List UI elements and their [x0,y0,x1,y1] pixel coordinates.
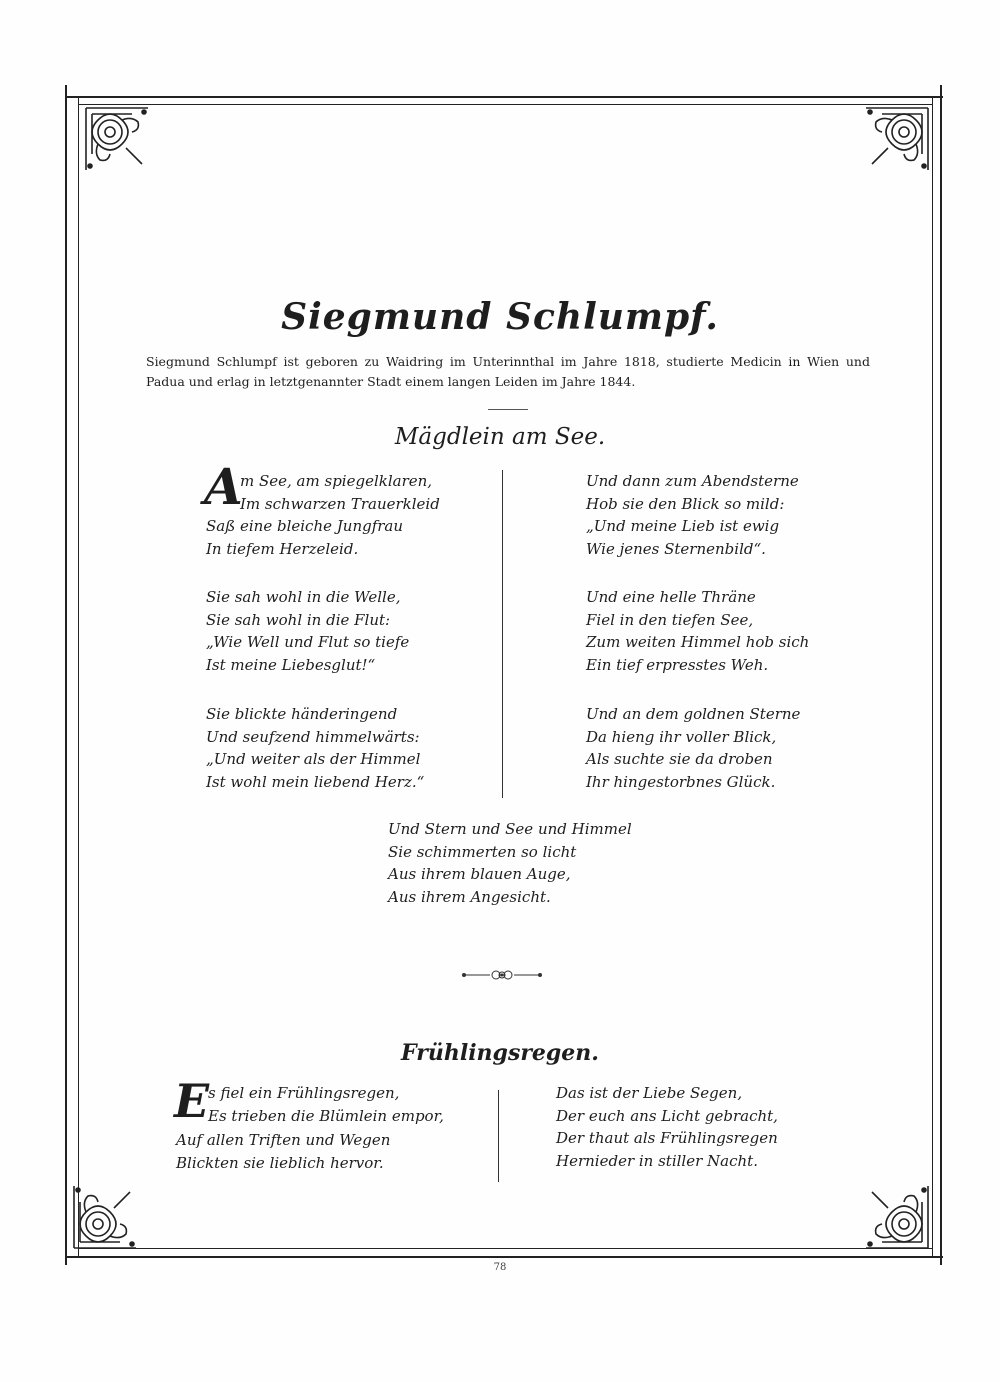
verse-line: Zum weiten Himmel hob sich [586,633,810,651]
verse-line: Sie sah wohl in die Welle, [206,588,401,606]
verse-line: Das ist der Liebe Segen, [556,1084,743,1102]
frame-line [78,96,79,1258]
column-divider [498,1090,499,1182]
stanza [206,515,403,560]
stanza [556,1082,778,1172]
ornament-divider-icon [462,968,542,982]
verse-line: Auf allen Triften und Wegen [176,1131,391,1149]
verse-line: In tiefem Herzeleid. [206,539,359,558]
verse-line: Aus ihrem blauen Auge, [388,865,571,883]
author-bio: Siegmund Schlumpf ist geboren zu Waidring im Unterinnthal im Jahre 1818, studierte Medicin in Wien und Padua und erlag in letztgenannter Stadt einem langen Leiden im Jahre 1844. [146,354,870,389]
verse-line: Es trieben die Blümlein empor, [208,1106,444,1125]
verse-line: Ist meine Liebesglut!“ [206,655,376,674]
verse-line: Blickten sie lieblich hervor. [176,1153,384,1172]
stanza [240,470,440,515]
frame-line [78,104,932,105]
frame-line [65,96,943,98]
verse-line: Sie sah wohl in die Flut: [206,610,391,629]
frame-line [78,1248,932,1249]
corner-ornament-icon [862,104,932,174]
verse-line: „Und meine Lieb ist ewig [586,517,780,535]
stanza [208,1082,444,1127]
verse-line: Wie jenes Sternenbild“. [586,539,766,558]
verse-line: Hob sie den Blick so mild: [586,494,785,513]
stanza [586,703,800,793]
verse-line: Und dann zum Abendsterne [586,472,799,490]
verse-line: Ist wohl mein liebend Herz.“ [206,772,425,791]
poem-title: Mägdlein am See. [394,424,606,450]
corner-ornament-icon [82,104,152,174]
verse-line: Der thaut als Frühlingsregen [556,1129,778,1147]
corner-ornament-icon [70,1182,140,1252]
page-title: Siegmund Schlumpf. [281,296,719,338]
stanza [206,586,409,676]
verse-line: Im schwarzen Trauerkleid [240,494,440,513]
verse-line: s fiel ein Frühlingsregen, [208,1084,400,1102]
drop-cap: A [204,457,243,516]
stanza [176,1129,390,1174]
stanza [586,470,799,560]
verse-line: Hernieder in stiller Nacht. [556,1151,758,1170]
verse-line: Als suchte sie da droben [586,750,773,768]
frame-line [932,96,933,1258]
drop-cap: E [174,1074,210,1128]
frame-line [940,85,942,1265]
verse-line: Sie schimmerten so licht [388,842,577,861]
stanza [586,586,809,676]
verse-line: „Und weiter als der Himmel [206,750,421,768]
verse-line: m See, am spiegelklaren, [240,472,433,490]
verse-line: Der euch ans Licht gebracht, [556,1106,778,1125]
verse-line: Ein tief erpresstes Weh. [586,655,769,674]
frame-line [65,1256,943,1258]
verse-line: Und an dem goldnen Sterne [586,705,801,723]
verse-line: Ihr hingestorbnes Glück. [586,772,776,791]
stanza [388,818,632,908]
separator-rule [488,409,528,410]
column-divider [502,470,503,798]
corner-ornament-icon [862,1182,932,1252]
verse-line: Und Stern und See und Himmel [388,820,632,838]
stanza [206,703,424,793]
verse-line: Saß eine bleiche Jungfrau [206,517,404,535]
poem-title: Frühlingsregen. [401,1040,599,1066]
verse-line: Und seufzend himmelwärts: [206,727,420,746]
verse-line: Fiel in den tiefen See, [586,610,754,629]
verse-line: Da hieng ihr voller Blick, [586,727,777,746]
verse-line: Und eine helle Thräne [586,588,756,606]
frame-line [65,85,67,1265]
page-number: 78 [493,1262,507,1273]
verse-line: Aus ihrem Angesicht. [388,887,551,906]
verse-line: Sie blickte händeringend [206,705,398,723]
verse-line: „Wie Well und Flut so tiefe [206,633,410,651]
